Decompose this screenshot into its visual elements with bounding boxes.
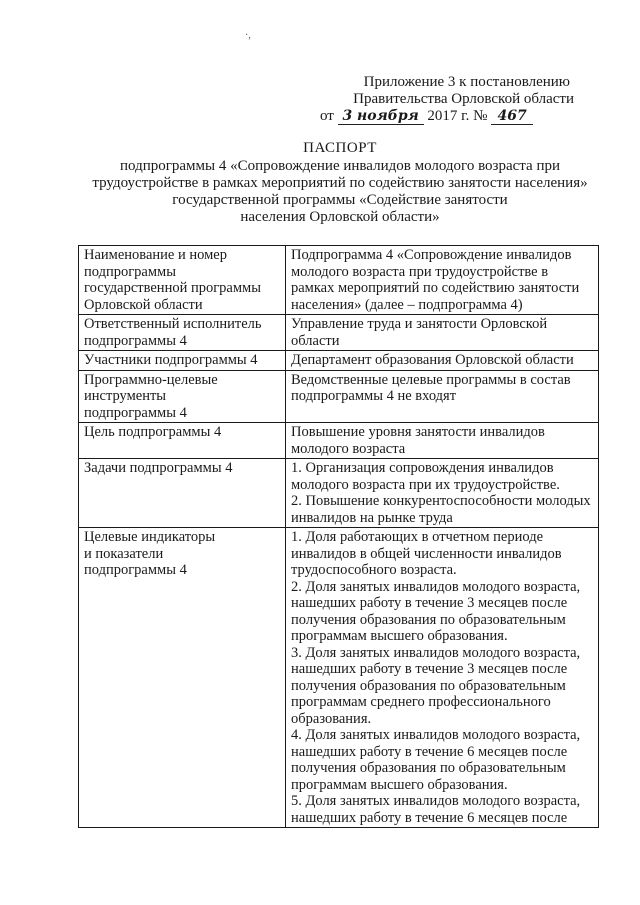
table-row [79,351,599,371]
passport-table [78,245,599,828]
row-label: Программно-целевые инструменты подпрограммы 4 [79,370,286,423]
row-value: Ведомственные целевые программы в состав подпрограммы 4 не входят [286,370,599,423]
table-row [79,528,599,828]
row-value: Повышение уровня занятости инвалидов молодого возраста [286,423,599,459]
row-value: 1. Доля работающих в отчетном периоде инвалидов в общей численности инвалидов трудоспособного возраста. 2. Доля занятых инвалидов молодого возраста, нашедших работу в течение 3 месяцев после получения образования по образовательным программам высшего образования. 3. Доля занятых инвалидов молодого возраста, нашедших работу в течение 3 месяцев после получения образования по образовательным программам среднего профессионального образования. 4. Доля занятых инвалидов молодого возраста, нашедших работу в течение 6 месяцев после получения образования по образовательным программам высшего образования. 5. Доля занятых инвалидов молодого возраста, нашедших работу в течение 6 месяцев после [286,528,599,828]
table-row [79,423,599,459]
row-label: Цель подпрограммы 4 [79,423,286,459]
row-value: 1. Организация сопровождения инвалидов молодого возраста при их трудоустройстве. 2. Повышение конкурентоспособности молодых инвалидов на рынке труда [286,459,599,528]
document-title [80,140,600,226]
row-label: Задачи подпрограммы 4 [79,459,286,528]
title-line: государственной программы «Содействие занятости [172,192,508,208]
appendix-line-1: Приложение 3 к постановлению [363,74,570,90]
table-row [79,315,599,351]
title-head: ПАСПОРТ [303,140,377,156]
title-line: подпрограммы 4 «Сопровождение инвалидов молодого возраста при [119,158,561,174]
row-label: Наименование и номер подпрограммы государственной программы Орловской области [79,246,286,315]
row-label: Целевые индикаторы и показатели подпрограммы 4 [79,528,286,828]
row-value: Департамент образования Орловской области [286,351,599,371]
appendix-prefix: от [320,108,334,124]
handwritten-number: 467 [491,109,533,125]
row-label: Участники подпрограммы 4 [79,351,286,371]
row-value: Управление труда и занятости Орловской области [286,315,599,351]
table-row [79,370,599,423]
handwritten-date: 3 ноября [338,109,424,125]
appendix-line-2: Правительства Орловской области [353,91,574,107]
appendix-year: 2017 г. № [427,108,488,124]
row-value: Подпрограмма 4 «Сопровождение инвалидов молодого возраста при трудоустройстве в рамках мероприятий по содействию занятости населения» (далее – подпрограмма 4) [286,246,599,315]
title-line: трудоустройстве в рамках мероприятий по содействию занятости населения» [92,175,588,191]
row-label: Ответственный исполнитель подпрограммы 4 [79,315,286,351]
table-row [79,459,599,528]
table-row [79,246,599,315]
appendix-line-3 [0,108,574,125]
appendix-header [0,74,574,125]
stray-mark: ·, [245,30,251,41]
title-line: населения Орловской области» [240,209,440,225]
